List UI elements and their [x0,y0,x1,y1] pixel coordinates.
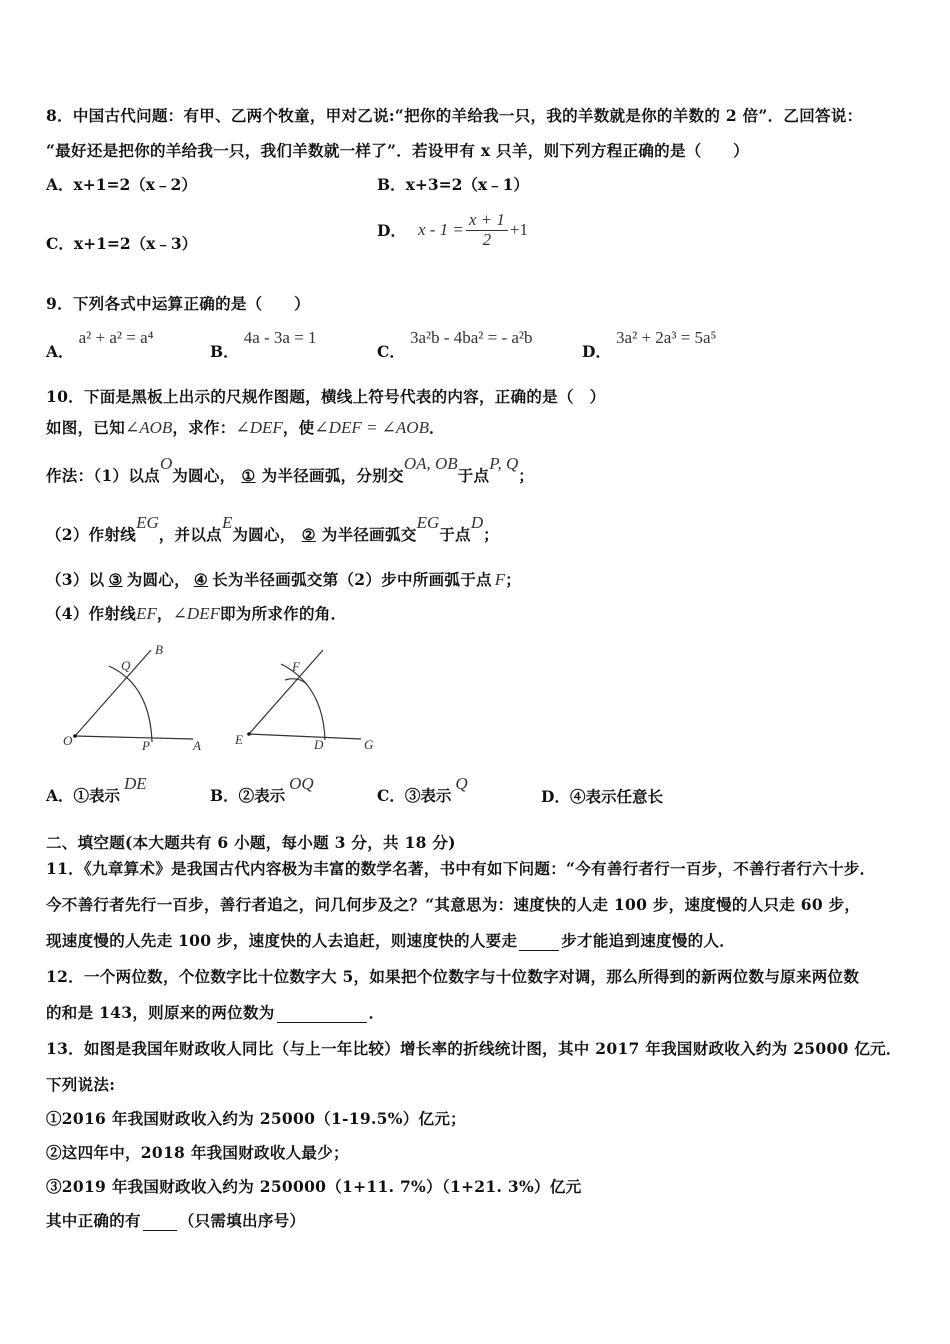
q10-step1-end: ； [518,466,535,485]
q8-option-a: A．x+1=2（x﹣2） [46,175,197,194]
q13-answer [46,1209,305,1231]
q9-stem: 9．下列各式中运算正确的是（ ） [46,294,310,313]
q10-given [46,416,445,438]
q9-option-d-expr: 3a² + 2a³ = 5a⁵ [616,328,717,347]
q10-step1-pre: 作法：（1）以点 [46,466,160,485]
q10-option-b-text: B．②表示 [210,786,286,805]
q10-given-condition: ∠DEF = ∠AOB [314,418,429,437]
fig1-label-b: B [155,642,163,657]
q9-option-c [377,326,533,361]
q10-option-c-math: Q [455,774,468,793]
q10-step2 [46,511,499,544]
q10-given-angle: ∠AOB [125,418,173,437]
q8-option-b: B．x+3=2（x﹣1） [377,175,529,194]
q10-option-c [377,772,468,805]
q10-option-b-math: OQ [289,774,314,793]
q8-option-d-fraction [466,211,508,249]
q10-step2-mid3: 为半径画弧交 [321,525,417,544]
q8-option-d-numerator: x + 1 [466,211,508,231]
q11-line2: 今不善行者先行一百步，善行者追之，问几何步及之？“其意思为：速度快的人走 100 步，速度慢的人只走 60 步， [46,895,861,914]
q13-item1: ①2016 年我国财政收入约为 25000（1-19.5%）亿元； [46,1109,466,1128]
q10-step2-mid4: 于点 [439,525,471,544]
q10-option-d: D．④表示任意长 [541,787,663,806]
q12-line2-post: ． [368,1003,385,1022]
q8-option-d-right: +1 [509,220,529,239]
q10-step2-blank: ② [301,525,316,544]
q11-line3 [46,929,735,951]
q10-step4-pre: （4）作射线 [46,604,137,623]
q10-step2-end: ； [483,525,499,544]
q9-option-d-label: D． [582,342,611,361]
q10-step3-blank1: ③ [108,570,123,589]
q8-option-c: C．x+1=2（x﹣3） [46,234,198,253]
q10-step1-rays: OA, OB [403,454,458,473]
q9-option-a-expr: a² + a² = a⁴ [78,328,154,347]
fig1-label-o: O [63,733,73,748]
q10-option-b [210,772,314,805]
q10-given-mid2: ，使 [282,418,315,437]
q10-step2-ray: EG [136,513,159,532]
q10-step4-angle: ∠DEF [172,604,220,623]
q10-step1 [46,452,535,485]
fig1-label-a: A [193,738,201,753]
q10-given-mid: ，求作： [172,418,236,437]
q9-option-a [46,326,154,361]
fig2-label-f: F [292,659,300,674]
q10-step1-blank: ① [241,466,256,485]
fig1-label-p: P [142,738,150,753]
q10-step3-point-f: F [494,570,506,589]
q10-step2-mid2: 为圆心， [232,525,296,544]
q11-line3-pre: 现速度慢的人先走 100 步，速度快的人去追赶，则速度快的人要走 [46,931,518,950]
q13-answer-blank[interactable] [143,1211,177,1231]
q9-option-c-expr: 3a²b - 4ba² = - a²b [409,328,533,347]
q10-option-a [46,772,147,805]
q10-stem: 10．下面是黑板上出示的尺规作图题，横线上符号代表的内容，正确的是（ ） [46,387,606,406]
q8-option-d-label: D． [377,221,406,240]
q10-step3-end: ； [505,570,521,589]
q10-step3 [46,568,521,590]
q10-step3-mid2: 长为半径画弧交第（2）步中所画弧于点 [212,570,492,589]
q10-step3-blank2: ④ [193,570,209,589]
q10-step4-mid: ， [156,604,173,623]
q10-step4 [46,602,346,624]
q13-line2: 下列说法: [46,1075,116,1094]
q9-option-b-label: B． [210,342,239,361]
q13-item2: ②这四年中，2018 年我国财政收人最少； [46,1143,349,1162]
q9-option-c-label: C． [377,342,405,361]
q10-step1-points: P, Q [489,454,519,473]
q10-option-a-math: DE [124,774,147,793]
q8-option-d [377,206,528,254]
q10-step2-mid: ，并以点 [158,525,222,544]
q12-answer-blank[interactable] [277,1003,367,1023]
q11-answer-blank[interactable] [519,931,559,951]
q10-step1-point-o: O [159,454,173,473]
q10-step1-mid3: 于点 [457,466,490,485]
q10-construction-figures [55,640,385,760]
q11-line3-post: 步才能追到速度慢的人． [561,931,736,950]
q10-step1-mid: 为圆心， [172,466,236,485]
q12-line2-pre: 的和是 143，则原来的两位数为 [46,1003,275,1022]
q13-answer-post: （只需填出序号） [178,1211,306,1230]
q10-step2-point-d: D [470,513,484,532]
fig2-label-g: G [364,737,374,752]
q8-option-d-left: x - 1 = [417,220,464,239]
fig2-label-e: E [235,732,243,747]
section-fill-in-title: 二、填空题(本大题共有 6 小题，每小题 3 分，共 18 分) [46,833,456,852]
q9-option-a-label: A． [46,342,74,361]
q10-step3-pre: （3）以 [46,570,105,589]
q11-line1: 11．《九章算术》是我国古代内容极为丰富的数学名著，书中有如下问题：“今有善行者行一百步，不善行者行六十步． [46,859,876,878]
q12-line2 [46,1001,384,1023]
q13-answer-pre: 其中正确的有 [46,1211,141,1230]
q9-option-b [210,326,317,361]
fig2-vertex-dot [247,732,251,736]
q10-step2-ray2: EG [416,513,440,532]
q10-given-target: ∠DEF [235,418,283,437]
q10-step4-ray: EF [136,604,157,623]
q13-line1: 13．如图是我国年财政收人同比（与上一年比较）增长率的折线统计图，其中 2017 年我国财政收入约为 25000 亿元． [46,1039,902,1058]
q10-step1-mid2: 为半径画弧，分别交 [261,466,404,485]
fig1-vertex-dot [73,734,77,738]
q8-line1: 8．中国古代问题：有甲、乙两个牧童，甲对乙说:“把你的羊给我一只，我的羊数就是你的羊数的 2 倍”．乙回答说： [46,106,863,125]
q10-step2-point-e: E [221,513,233,532]
q10-option-a-text: A．①表示 [46,786,121,805]
q10-step2-pre: （2）作射线 [46,525,137,544]
fig2-label-d: D [314,737,324,752]
q10-step4-end: 即为所求作的角． [219,604,347,623]
q10-given-pre: 如图，已知 [46,418,126,437]
q10-step3-mid: 为圆心， [126,570,190,589]
q10-given-end: ． [428,418,445,437]
fig1-label-q: Q [121,658,131,673]
q8-option-d-denominator: 2 [482,229,492,249]
q9-option-b-expr: 4a - 3a = 1 [243,328,317,347]
q13-item3: ③2019 年我国财政收入约为 250000（1+11. 7%）（1+21. 3%）亿元 [46,1177,582,1196]
q10-option-c-text: C．③表示 [377,786,452,805]
q12-line1: 12．一个两位数，个位数字比十位数字大 5，如果把个位数字与十位数字对调，那么所得到的新两位数与原来两位数 [46,967,860,986]
q9-option-d [582,326,717,361]
q8-line2: “最好还是把你的羊给我一只，我们羊数就一样了”．若设甲有 x 只羊，则下列方程正确的是（ ） [46,141,749,160]
